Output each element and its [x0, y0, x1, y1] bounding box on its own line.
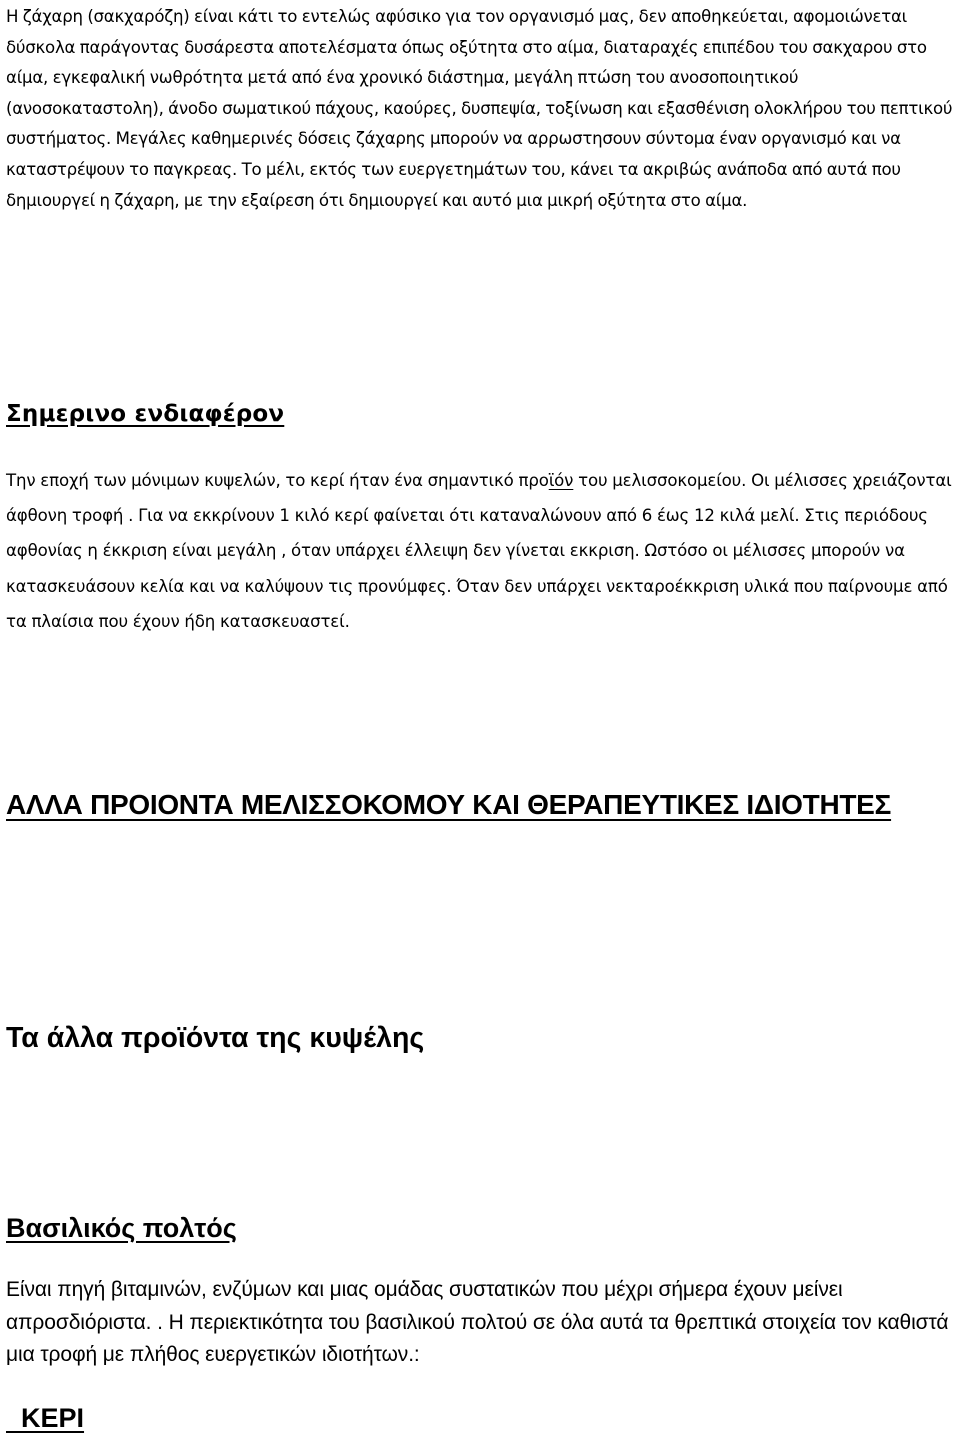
- royal-jelly-heading: Βασιλικός πολτός: [6, 1213, 237, 1243]
- interest-heading: Σημερινο ενδιαφέρον: [6, 401, 285, 427]
- wax-paragraph: [6, 463, 958, 639]
- wax-paragraph-text-end: του μελισσοκομείου. Οι μέλισσες χρειάζονται άφθονη τροφή . Για να εκκρίνουν 1 κιλό κερί φαίνεται ότι καταναλώνουν από 6 έως 12 κιλά μελί. Στις περιόδους αφθονίας η έκκριση είναι μεγάλη , όταν υπάρχει έλλειψη δεν γίνεται εκκριση. Ωστόσο οι μέλισσες μπορούν να κατασκευάσουν κελία και να καλύψουν τις προνύμφες. Όταν δεν υπάρχει νεκταροέκκριση υλικά που παίρνουμε από τα πλαίσια που έχουν ήδη κατασκευαστεί.: [6, 471, 952, 631]
- royal-jelly-paragraph: Είναι πηγή βιταμινών, ενζύμων και μιας ομάδας συστατικών που μέχρι σήμερα έχουν μείνει απροσδιόριστα. . Η περιεκτικότητα του βασιλικού πολτού σε όλα αυτά τα θρεπτικά στοιχεία τον καθιστά μια τροφή με πλήθος ευεργετικών ιδιοτήτων.:: [6, 1278, 949, 1366]
- other-products-heading: ΑΛΛΑ ΠΡΟΙΟΝΤΑ ΜΕΛΙΣΣΟΚΟΜΟΥ ΚΑΙ ΘΕΡΑΠΕΥΤΙΚΕΣ ΙΔΙΟΤΗΤΕΣ: [6, 789, 892, 820]
- intro-paragraph: Η ζάχαρη (σακχαρόζη) είναι κάτι το εντελώς αφύσικο για τον οργανισμό μας, δεν αποθηκεύεται, αφομοιώνεται δύσκολα παράγοντας δυσάρεστα αποτελέσματα όπως οξύτητα στο αίμα, διαταραχές επιπέδου του σακχαρου στο αίμα, εγκεφαλική νωθρότητα μετά από ένα χρονικό διάστημα, μεγάλη πτώση του ανοσοποιητικού (ανοσοκαταστολη), άνοδο σωματικού πάχους, καούρες, δυσπεψία, τοξίνωση και εξασθένιση ολοκλήρου του πεπτικού συστήματος. Μεγάλες καθημερινές δόσεις ζάχαρης μπορούν να αρρωστησουν σύντομα έναν οργανισμό και να καταστρέψουν το παγκρεας. Το μέλι, εκτός των ευεργετημάτων του, κάνει τα ακριβώς ανάποδα από αυτά που δημιουργεί η ζάχαρη, με την εξαίρεση ότι δημιουργεί και αυτό μια μικρή οξύτητα στο αίμα.: [6, 7, 953, 210]
- wax-heading: ΚΕΡΙ: [6, 1403, 85, 1433]
- wax-paragraph-text-start: Την εποχή των μόνιμων κυψελών, το κερί ήταν ένα σημαντικό προ: [6, 471, 549, 490]
- wax-paragraph-underlined-text: ϊόν: [548, 471, 574, 490]
- hive-products-heading: Τα άλλα προϊόντα της κυψέλης: [6, 1022, 425, 1054]
